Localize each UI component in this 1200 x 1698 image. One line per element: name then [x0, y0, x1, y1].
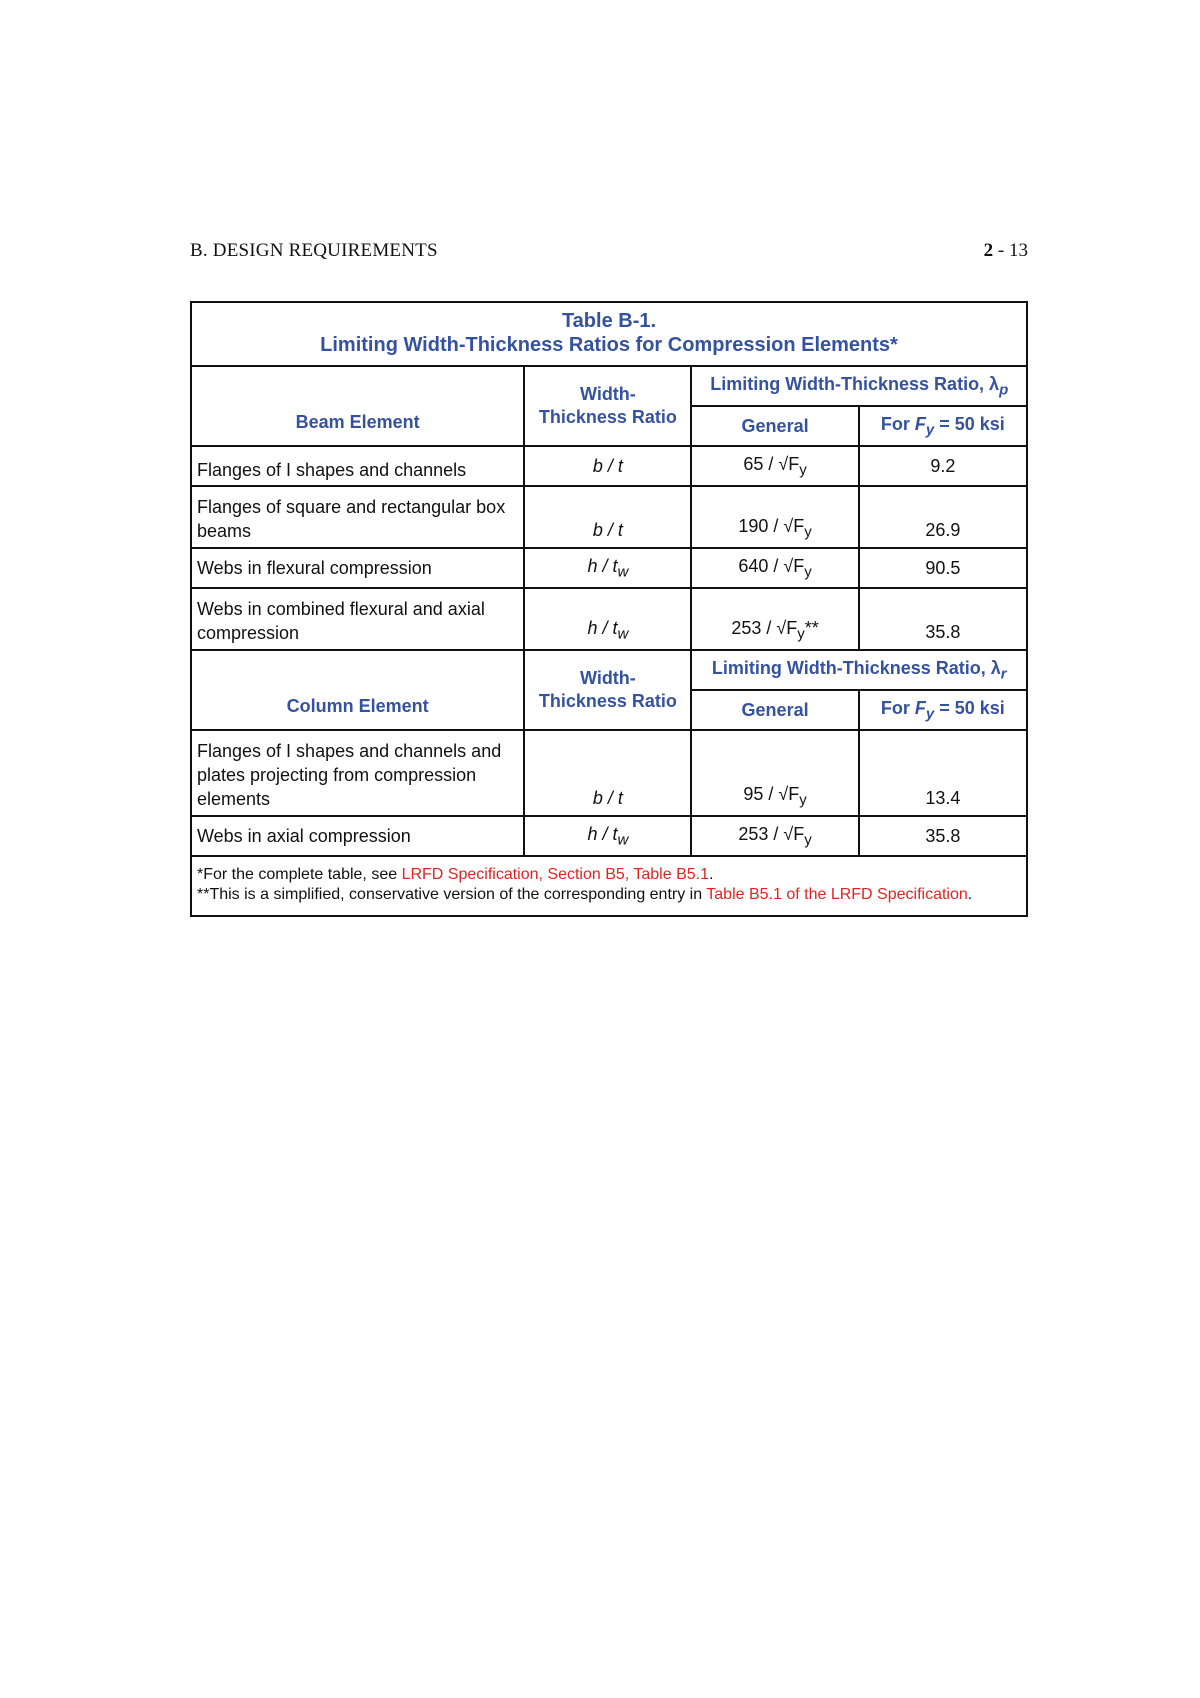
element-cell: Flanges of I shapes and channels and plates projecting from compression elements [191, 730, 524, 816]
value-cell: 9.2 [859, 446, 1027, 486]
coef: 190 / [738, 516, 784, 537]
column-ratio-header [524, 650, 691, 730]
radicand [788, 784, 807, 809]
footnote-text: *For the complete table, see [197, 866, 402, 883]
limit-label: Limiting Width-Thickness Ratio, λ [710, 373, 1000, 394]
ratio-cell: b / t [524, 486, 691, 548]
table-row [191, 588, 1027, 650]
column-header-row-1 [191, 650, 1027, 690]
page-header [190, 240, 1028, 268]
ratio-cell: b / t [524, 446, 691, 486]
fy-var: F [914, 697, 926, 718]
page-number [984, 240, 1028, 262]
rad-var: F [793, 555, 805, 576]
general-cell: $95 / √F_y$ [691, 730, 858, 816]
footnote-end: . [967, 886, 973, 903]
coef: 65 / [743, 453, 779, 474]
radicand [793, 823, 812, 849]
ratio-text: h / t [587, 618, 618, 639]
fy-sub: y [925, 705, 935, 723]
limiting-ratios-table [190, 301, 1028, 917]
general-cell: $253 / √F_y**$ [691, 588, 858, 650]
spec-reference-link[interactable]: LRFD Specification, Section B5, Table B5.1 [401, 866, 709, 883]
footnote-mark: ** [804, 618, 819, 639]
radicand [793, 555, 812, 581]
ratio-cell: b / t [524, 730, 691, 816]
column-limit-header [691, 650, 1027, 690]
footnotes [191, 856, 1027, 916]
table-title [191, 302, 1027, 366]
beam-header-row-1 [191, 366, 1027, 406]
ratio-sub: w [617, 563, 629, 581]
rad-var: F [786, 618, 798, 639]
fy-sub: y [925, 421, 935, 439]
spec-reference-link[interactable]: Table B5.1 of the LRFD Specification [706, 886, 968, 903]
ratio-cell [524, 548, 691, 588]
table-row [191, 548, 1027, 588]
coef: 640 / [738, 555, 784, 576]
ratio-text: h / t [587, 555, 618, 576]
rad-sub: y [797, 626, 805, 643]
ratio-cell [524, 588, 691, 650]
column-element-header: Column Element [191, 650, 524, 730]
element-cell: Flanges of square and rectangular box beams [191, 486, 524, 548]
beam-general-header: General [691, 406, 858, 446]
footnote-text: **This is a simplified, conservative version of the corresponding entry in [197, 886, 707, 903]
value-cell: 35.8 [859, 816, 1027, 856]
ratio-header-line1: Width- [579, 668, 636, 688]
rad-sub: y [804, 831, 812, 849]
ratio-cell [524, 816, 691, 856]
table-row [191, 730, 1027, 816]
ratio-header-line1: Width- [579, 384, 636, 404]
element-cell: Flanges of I shapes and channels [191, 446, 524, 486]
ratio-header-line2: Thickness Ratio [538, 691, 677, 711]
ratio-sub: w [617, 831, 629, 849]
fy-suffix: = 50 ksi [934, 413, 1005, 434]
fy-suffix: = 50 ksi [934, 697, 1005, 718]
notes-row [191, 856, 1027, 916]
lambda-subscript: r [1000, 665, 1007, 683]
rad-sub: y [799, 461, 807, 479]
beam-limit-header [691, 366, 1027, 406]
element-cell: Webs in axial compression [191, 816, 524, 856]
ratio-text: h / t [587, 823, 618, 844]
value-cell: 35.8 [859, 588, 1027, 650]
lambda-subscript: p [999, 381, 1009, 399]
rad-var: F [793, 823, 805, 844]
table-number: Table B-1. [561, 310, 657, 332]
general-cell: $253 / √F_y$ [691, 816, 858, 856]
page-subnumber: - 13 [993, 240, 1028, 261]
value-cell: 90.5 [859, 548, 1027, 588]
element-cell: Webs in flexural compression [191, 548, 524, 588]
general-cell: $65 / √F_y$ [691, 446, 858, 486]
radicand [788, 453, 807, 479]
ratio-sub: w [617, 626, 629, 643]
table-row [191, 816, 1027, 856]
beam-element-header: Beam Element [191, 366, 524, 446]
footnote-1 [197, 865, 1021, 885]
rad-var: F [788, 784, 800, 805]
rad-sub: y [804, 524, 812, 541]
radicand [793, 516, 812, 541]
footnote-2 [197, 885, 1021, 905]
page-chapter: 2 [983, 240, 994, 261]
footnote-end: . [709, 866, 714, 883]
coef: 253 / [731, 618, 777, 639]
limit-label: Limiting Width-Thickness Ratio, λ [711, 657, 1001, 678]
table-row [191, 446, 1027, 486]
fy-prefix: For [880, 697, 915, 718]
column-fy-header [859, 690, 1027, 730]
table-row [191, 486, 1027, 548]
general-cell: $640 / √F_y$ [691, 548, 858, 588]
section-title: B. DESIGN REQUIREMENTS [190, 240, 438, 261]
table-caption: Limiting Width-Thickness Ratios for Compression Elements* [320, 334, 898, 356]
beam-ratio-header [524, 366, 691, 446]
coef: 253 / [738, 823, 784, 844]
column-general-header: General [691, 690, 858, 730]
rad-sub: y [799, 792, 807, 809]
coef: 95 / [743, 784, 779, 805]
radicand [786, 618, 805, 643]
fy-prefix: For [880, 413, 915, 434]
beam-fy-header [859, 406, 1027, 446]
fy-var: F [914, 413, 926, 434]
value-cell: 13.4 [859, 730, 1027, 816]
rad-var: F [788, 453, 800, 474]
value-cell: 26.9 [859, 486, 1027, 548]
rad-sub: y [804, 563, 812, 581]
ratio-header-line2: Thickness Ratio [538, 407, 677, 427]
element-cell: Webs in combined flexural and axial compression [191, 588, 524, 650]
table-title-row [191, 302, 1027, 366]
general-cell: $190 / √F_y$ [691, 486, 858, 548]
rad-var: F [793, 516, 805, 537]
